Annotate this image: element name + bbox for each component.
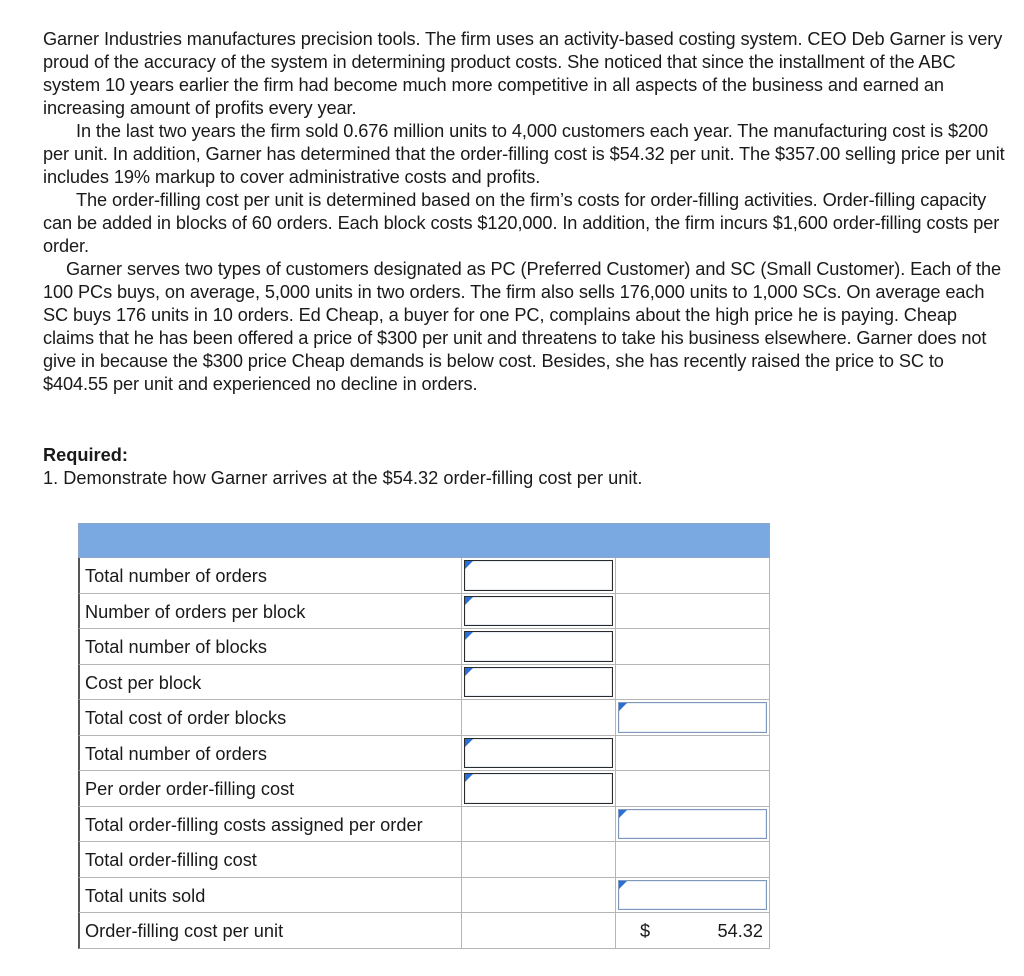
total-cost-blocks-input[interactable]: [618, 702, 767, 733]
table-row: [78, 913, 770, 949]
right-cell: [616, 594, 770, 630]
row-label: Per order order-filling cost: [85, 779, 295, 799]
paragraph-intro: Garner Industries manufactures precision tools. The firm uses an activity-based costing system. CEO Deb Garner is very proud of the accuracy of the system in determining product costs. She noticed that since the installment of the ABC system 10 years earlier the firm had become much more competitive in all aspects of the business and earned an increasing amount of profits every year.: [43, 29, 1003, 118]
right-cell: [616, 736, 770, 772]
table-row: [78, 878, 770, 914]
total-cost-blocks-cell[interactable]: [616, 700, 770, 736]
table-row: [78, 842, 770, 878]
total-blocks-cell[interactable]: [462, 629, 616, 665]
table-row: [78, 771, 770, 807]
table-row: [78, 558, 770, 594]
cost-per-block-input[interactable]: [464, 667, 613, 698]
total-units-sold-input[interactable]: [618, 880, 767, 911]
required-heading: Required:: [43, 445, 128, 465]
per-order-cost-input[interactable]: [464, 773, 613, 804]
table-row: [78, 629, 770, 665]
mid-cell: [462, 807, 616, 843]
problem-statement: [43, 28, 1008, 396]
question-1: 1. Demonstrate how Garner arrives at the $54.32 order-filling cost per unit.: [43, 468, 643, 488]
total-units-sold-cell[interactable]: [616, 878, 770, 914]
right-cell: [616, 771, 770, 807]
row-label-cell: [78, 913, 462, 949]
right-cell: [616, 558, 770, 594]
row-label: Total units sold: [85, 885, 206, 906]
total-orders-cell[interactable]: [462, 558, 616, 594]
orders-per-block-cell[interactable]: [462, 594, 616, 630]
mid-cell: [462, 878, 616, 914]
worksheet-table: [78, 523, 770, 948]
row-label-cell: [78, 736, 462, 772]
mid-cell: [462, 842, 616, 878]
row-label: Total number of orders: [85, 566, 267, 586]
paragraph-customers: Garner serves two types of customers designated as PC (Preferred Customer) and SC (Small Customer). Each of the 100 PCs buys, on average, 5,000 units in two orders. The firm also sells 176,000 units to 1,000 SCs. On average each SC buys 176 units in 10 orders. Ed Cheap, a buyer for one PC, complains about the high price he is paying. Cheap claims that he has been offered a price of $300 per unit and threatens to take his business elsewhere. Garner does not give in because the $300 price Cheap demands is below cost. Besides, she has recently raised the price to SC to $404.55 per unit and experienced no decline in orders.: [43, 259, 1002, 394]
row-label: Cost per block: [85, 672, 202, 693]
table-header-bar: [78, 523, 770, 558]
total-orders-2-cell[interactable]: [462, 736, 616, 772]
row-label-cell: [78, 700, 462, 736]
table-row: [78, 594, 770, 630]
cost-per-unit-cell: [616, 913, 770, 949]
assigned-per-order-cell[interactable]: [616, 807, 770, 843]
row-label-cell: [78, 558, 462, 594]
row-label-cell: [78, 665, 462, 701]
mid-cell: [462, 700, 616, 736]
mid-cell: [462, 913, 616, 949]
paragraph-sales: In the last two years the firm sold 0.676 million units to 4,000 customers each year. The manufacturing cost is $200 per unit. In addition, Garner has determined that the order-filling cost is $54.32 per unit. The $357.00 selling price per unit includes 19% markup to cover administrative costs and profits.: [43, 121, 1005, 187]
currency-symbol: $: [640, 921, 651, 941]
row-label-cell: [78, 629, 462, 665]
row-label-cell: [78, 842, 462, 878]
total-orders-input[interactable]: [464, 560, 613, 591]
paragraph-order-filling: The order-filling cost per unit is determined based on the firm’s costs for order-filling activities. Order-filling capacity can be added in blocks of 60 orders. Each block costs $120,000. In addition, the firm incurs $1,600 order-filling costs per order.: [43, 190, 1000, 256]
right-cell: [616, 629, 770, 665]
row-label-cell: [78, 878, 462, 914]
cost-per-block-cell[interactable]: [462, 665, 616, 701]
row-label: Number of orders per block: [85, 601, 306, 622]
orders-per-block-input[interactable]: [464, 596, 613, 627]
right-cell: [616, 665, 770, 701]
required-section: [43, 444, 642, 490]
row-label: Order-filling cost per unit: [85, 921, 284, 941]
row-label: Total order-filling costs assigned per order: [85, 814, 423, 835]
cost-per-unit-value: 54.32: [717, 921, 763, 941]
row-label: Total number of orders: [85, 743, 267, 764]
table-row: [78, 665, 770, 701]
row-label-cell: [78, 594, 462, 630]
table-row: [78, 807, 770, 843]
total-blocks-input[interactable]: [464, 631, 613, 662]
row-label-cell: [78, 771, 462, 807]
total-orders-2-input[interactable]: [464, 738, 613, 769]
assigned-per-order-input[interactable]: [618, 809, 767, 840]
row-label-cell: [78, 807, 462, 843]
table-row: [78, 736, 770, 772]
row-label: Total cost of order blocks: [85, 708, 287, 728]
row-label: Total order-filling cost: [85, 850, 257, 870]
per-order-cost-cell[interactable]: [462, 771, 616, 807]
right-cell: [616, 842, 770, 878]
row-label: Total number of blocks: [85, 637, 267, 657]
table-row: [78, 700, 770, 736]
